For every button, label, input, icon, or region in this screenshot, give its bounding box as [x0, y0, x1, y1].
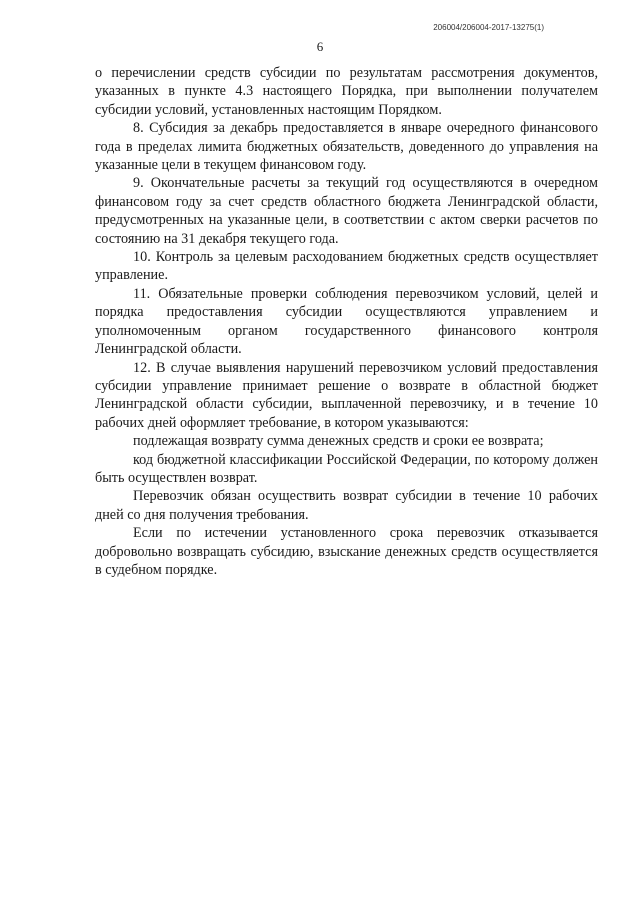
paragraph-12: 12. В случае выявления нарушений перевозчиком условий предоставления субсидии управление принимает решение о возврате в областной бюджет Ленинградской области субсидии, выплаченной перевозчику, и в течение 10 рабочих дней оформляет требование, в котором указываются:: [95, 359, 598, 431]
paragraph-10: 10. Контроль за целевым расходованием бюджетных средств осуществляет управление.: [95, 249, 598, 284]
paragraph-11: 11. Обязательные проверки соблюдения перевозчиком условий, целей и порядка предоставления субсидии осуществляются управлением и уполномоченным органом государственного финансового контроля Ленинградской области.: [95, 285, 598, 358]
document-body: [95, 64, 598, 579]
paragraph-continuation: о перечислении средств субсидии по результатам рассмотрения документов, указанных в пункте 4.3 настоящего Порядка, при выполнении получателем субсидии условий, установленных настоящим Порядком.: [95, 65, 598, 118]
paragraph-obligation: Перевозчик обязан осуществить возврат субсидии в течение 10 рабочих дней со дня получения требования.: [95, 488, 598, 523]
paragraph-9: 9. Окончательные расчеты за текущий год осуществляются в очередном финансовом году за счет средств областного бюджета Ленинградской области, предусмотренных на указанные цели, в соответствии с актом сверки расчетов по состоянию на 31 декабря текущего года.: [95, 175, 598, 247]
page-number: 6: [316, 39, 324, 54]
document-id: 206004/206004-2017-13275(1): [433, 23, 544, 32]
requirement-item-amount: подлежащая возврату сумма денежных средств и сроки ее возврата;: [133, 433, 544, 450]
requirement-item-code: код бюджетной классификации Российской Федерации, по которому должен быть осуществлен возврат.: [95, 451, 598, 486]
paragraph-8: 8. Субсидия за декабрь предоставляется в январе очередного финансового года в пределах лимита бюджетных обязательств, доведенного до управления на указанные цели в текущем финансовом году.: [95, 120, 598, 174]
paragraph-enforcement: Если по истечении установленного срока перевозчик отказывается добровольно возвращать субсидию, взыскание денежных средств осуществляется в судебном порядке.: [95, 525, 598, 578]
